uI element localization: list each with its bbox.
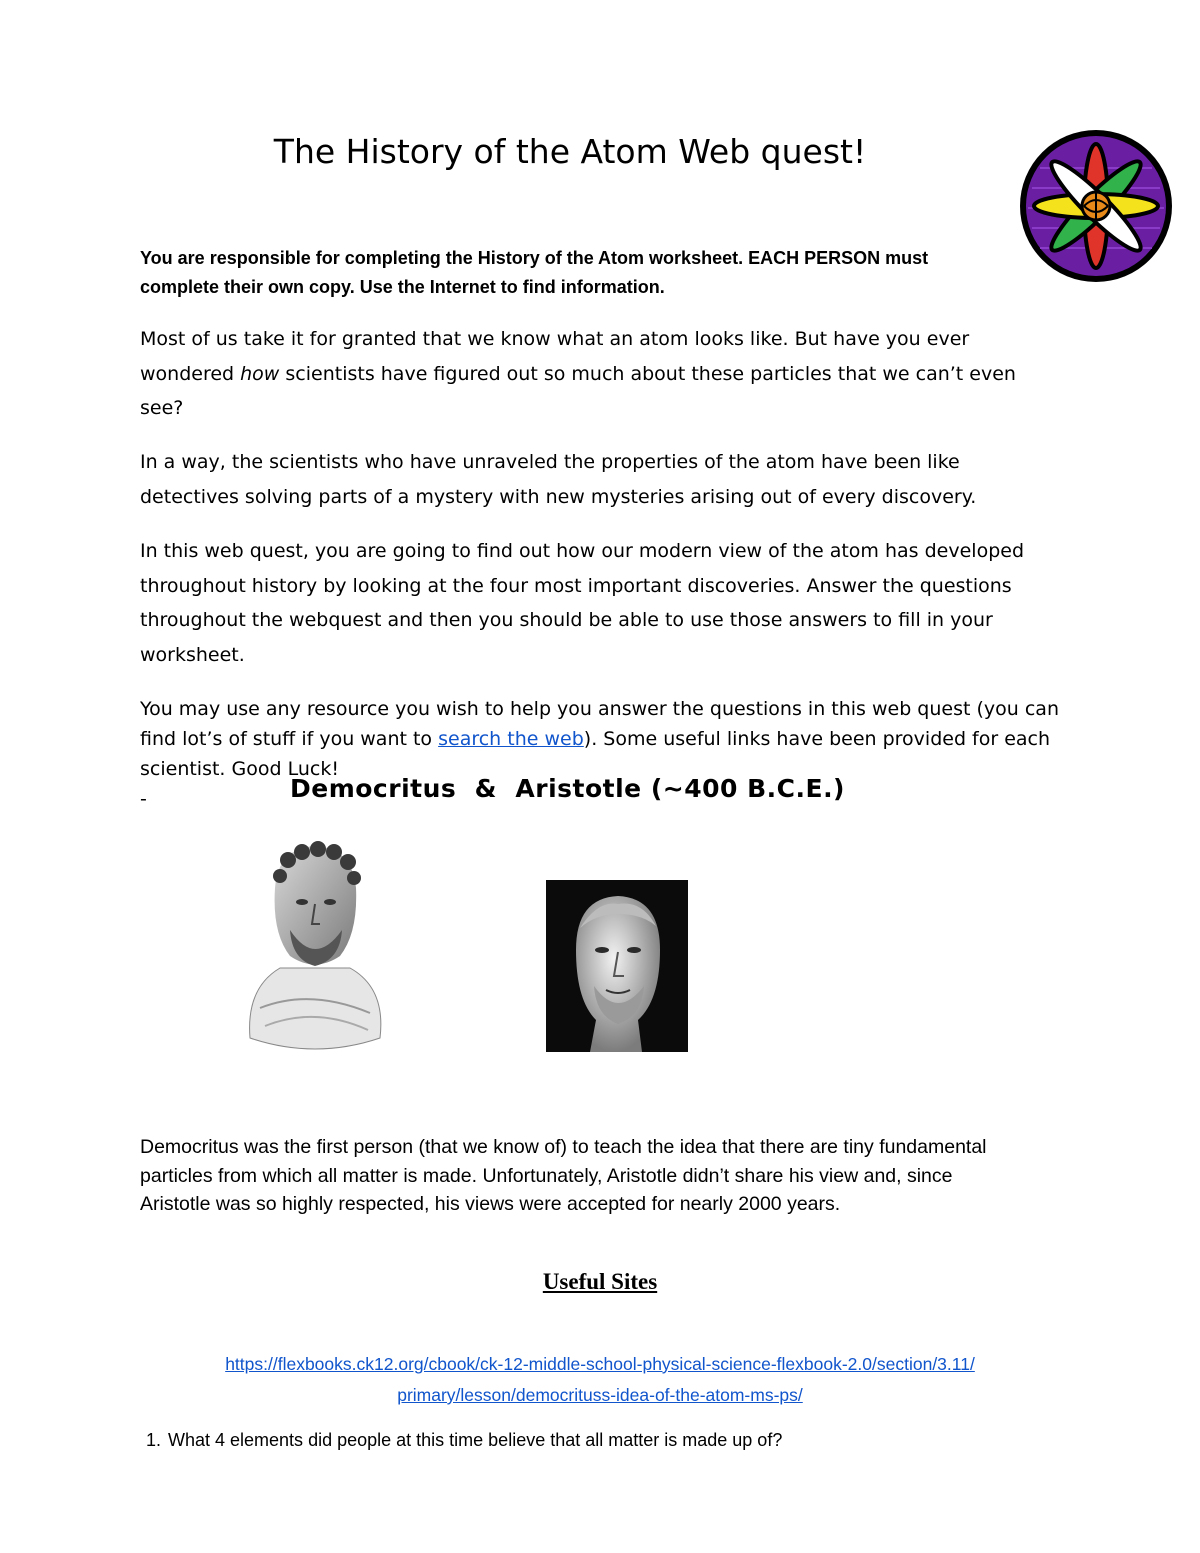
intro-paragraph-1 <box>140 322 1060 426</box>
question-text: What 4 elements did people at this time believe that all matter is made up of? <box>168 1430 783 1450</box>
paragraph-text: You may use any resource you wish to help you answer the questions in this web quest (you can find lot’s of stuff if you want to <box>140 698 1059 750</box>
question-number: 1. <box>146 1430 162 1450</box>
democritus-paragraph: Democritus was the first person (that we know of) to teach the idea that there are tiny fundamental particles from which all matter is made. Unfortunately, Aristotle didn’t share his view and, since Aristotle was so highly respected, his views were accepted for nearly 2000 years. <box>140 1136 987 1215</box>
intro-paragraph-4 <box>140 694 1060 784</box>
atom-icon <box>1018 128 1174 284</box>
list-dash: - <box>140 788 147 810</box>
paragraph-text: ). Some useful links have been provided for each scientist. Good Luck! <box>140 728 1051 780</box>
democritus-bust-icon <box>240 838 390 1054</box>
section-heading: Democritus & Aristotle (~400 B.C.E.) <box>290 774 845 803</box>
intro-paragraph-3: In this web quest, you are going to find out how our modern view of the atom has developed throughout history by looking at the four most important discoveries. Answer the questions throughout the webquest and then you should be able to use those answers to fill in your worksheet. <box>140 540 1025 666</box>
useful-site-link[interactable] <box>140 1349 1060 1411</box>
emphasis-text: how <box>240 362 280 385</box>
paragraph-text: scientists have figured out so much about these particles that we can’t even see? <box>140 362 1016 419</box>
page-title: The History of the Atom Web quest! <box>273 132 867 171</box>
intro-paragraph-2: In a way, the scientists who have unraveled the properties of the atom have been like detectives solving parts of a mystery with new mysteries arising out of every discovery. <box>140 451 977 508</box>
instructions-text: You are responsible for completing the History of the Atom worksheet. EACH PERSON must complete their own copy. Use the Internet to find information. <box>140 248 929 297</box>
question-1 <box>146 1430 782 1451</box>
paragraph-text: Most of us take it for granted that we know what an atom looks like. But have you ever wondered <box>140 328 970 385</box>
link-line[interactable]: https://flexbooks.ck12.org/cbook/ck-12-middle-school-physical-science-flexbook-2.0/section/3.11/ <box>225 1354 975 1374</box>
aristotle-bust-icon <box>546 880 688 1052</box>
search-the-web-link[interactable]: search the web <box>438 728 584 750</box>
useful-sites-heading: Useful Sites <box>542 1269 658 1294</box>
link-line[interactable]: primary/lesson/democrituss-idea-of-the-atom-ms-ps/ <box>397 1385 803 1405</box>
